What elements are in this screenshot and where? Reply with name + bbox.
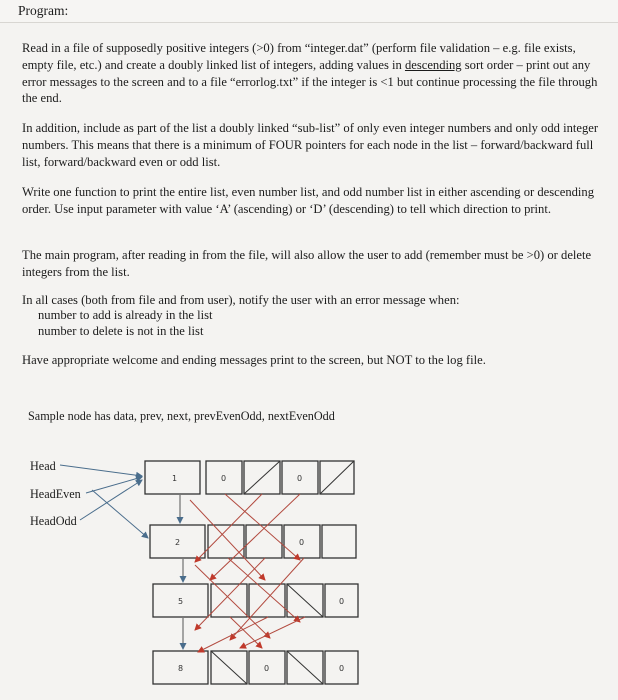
paragraph-file-input — [22, 40, 600, 107]
node-1-null-b: 0 — [297, 474, 303, 483]
label-head: Head — [30, 459, 56, 473]
error-case-add: number to add is already in the list — [38, 308, 213, 322]
node-8-null-a: 0 — [264, 664, 270, 673]
node-1-null-a: 0 — [221, 474, 227, 483]
underlined-descending: descending — [404, 57, 462, 72]
error-case-delete: number to delete is not in the list — [38, 324, 204, 338]
node-2-value: 2 — [175, 538, 181, 547]
paragraph-print-function: Write one function to print the entire list, even number list, and odd number list in either ascending or descending order. Use input parameter with value ‘A’ (ascending) or ‘D’ (descending) to tell which direction to print. — [22, 185, 595, 216]
node-1 — [145, 461, 354, 494]
diagram-caption: Sample node has data, prev, next, prevEvenOdd, nextEvenOdd — [28, 409, 335, 423]
paragraph-sublist: In addition, include as part of the list a doubly linked “sub-list” of only even integer numbers and only odd integer numbers. This means that there is a minimum of FOUR pointers for each node in the list – forward/backward full list, forward/backward even or odd list. — [22, 121, 599, 169]
node-1-value: 1 — [172, 474, 178, 483]
paragraph-file-input-text-b: sort order – print out any error messages to the screen and to a file “errorlog.txt” if the integer is <1 but continue processing the file through the end. — [22, 57, 598, 106]
page-title: Program: — [18, 3, 69, 18]
label-head-odd: HeadOdd — [30, 514, 77, 528]
node-8 — [153, 651, 358, 684]
node-5-null: 0 — [339, 597, 345, 606]
paragraph-error-cases: In all cases (both from file and from user), notify the user with an error message when: — [22, 293, 460, 307]
paragraph-file-input-text-a: Read in a file of supposedly positive integers (>0) from “integer.dat” (perform file validation – e.g. file exists, empty file, etc.) and create a doubly linked list of integers, adding values in — [22, 41, 576, 72]
node-2 — [150, 525, 356, 558]
paragraph-messages: Have appropriate welcome and ending messages print to the screen, but NOT to the log file. — [22, 353, 486, 367]
full-list-links — [180, 495, 183, 649]
paragraph-main-program: The main program, after reading in from the file, will also allow the user to add (remember must be >0) or delete integers from the list. — [22, 248, 592, 279]
node-2-null: 0 — [299, 538, 305, 547]
cross-links — [190, 494, 305, 652]
linked-list-diagram — [0, 440, 618, 700]
node-5-value: 5 — [178, 597, 184, 606]
label-head-even: HeadEven — [30, 487, 81, 501]
header-bar — [0, 0, 618, 23]
head-pointers — [60, 465, 148, 538]
node-8-value: 8 — [178, 664, 184, 673]
node-8-null-b: 0 — [339, 664, 345, 673]
